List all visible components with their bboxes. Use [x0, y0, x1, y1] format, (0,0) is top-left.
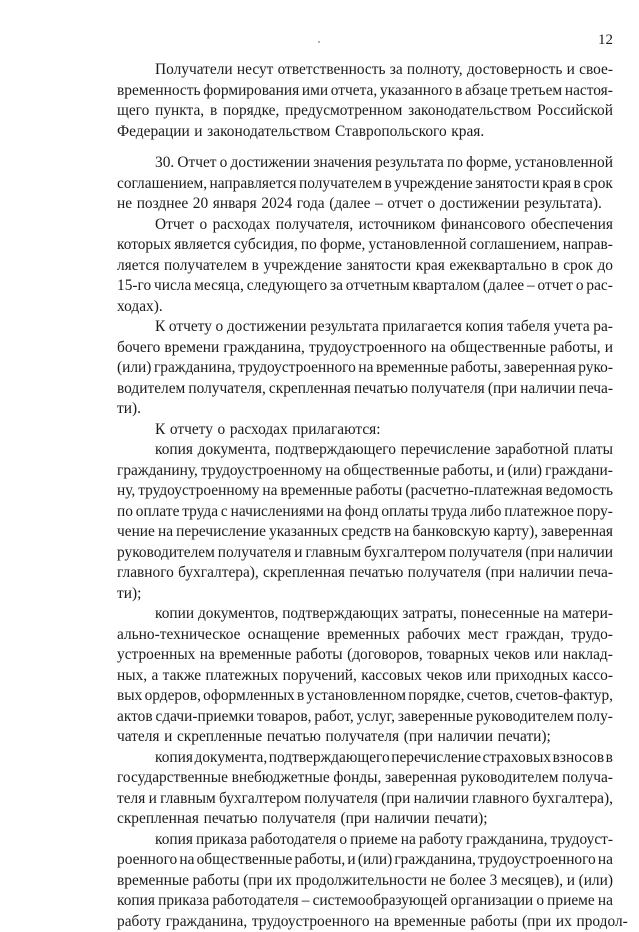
text-line: копия документа, подтверждающего перечисление заработной платы [117, 440, 613, 461]
text-line: копии документов, подтверждающих затраты, понесенные на матери- [117, 604, 613, 625]
text-line: роенного на общественные работы, и (или) гражданина, трудоустроенного на [117, 850, 613, 871]
text-line: Отчет о расходах получателя, источником финансового обеспечения [117, 215, 613, 236]
paragraph [117, 215, 613, 318]
text-line: ну, трудоустроенному на временные работы (расчетно-платежная ведомость [117, 481, 613, 502]
text-line: актов сдачи-приемки товаров, работ, услуг, заверенные руководителем полу- [117, 707, 613, 728]
text-line: водителем получателя, скрепленная печатью получателя (при наличии печа- [117, 379, 613, 400]
text-line: ально-техническое оснащение временных рабочих мест граждан, трудо- [117, 625, 613, 646]
document-body [117, 60, 613, 932]
text-line: государственные внебюджетные фонды, заверенная руководителем получа- [117, 768, 613, 789]
paragraph [117, 440, 613, 604]
text-line: гражданину, трудоустроенному на общественные работы, и (или) граждани- [117, 461, 613, 482]
paragraph [117, 317, 613, 420]
text-line: ных, а также платежных поручений, кассовых чеков или приходных кассо- [117, 666, 613, 687]
text-line: теля и главным бухгалтером получателя (при наличии главного бухгалтера), [117, 789, 613, 810]
text-line: К отчету о достижении результата прилагается копия табеля учета ра- [117, 317, 613, 338]
text-line: по оплате труда с начислениями на фонд оплаты труда либо платежное пору- [117, 502, 613, 523]
text-line: 30. Отчет о достижении значения результата по форме, установленной [117, 153, 613, 174]
text-line: не позднее 20 января 2024 года (далее – отчет о достижении результата). [117, 194, 613, 215]
text-line: Получатели несут ответственность за полноту, достоверность и свое- [117, 60, 613, 81]
text-line: устроенных на временные работы (договоров, товарных чеков или наклад- [117, 645, 613, 666]
paragraph [117, 420, 613, 441]
text-line: бочего времени гражданина, трудоустроенного на общественные работы, и [117, 338, 613, 359]
page-number: 12 [598, 32, 613, 49]
text-line: руководителем получателя и главным бухгалтером получателя (при наличии [117, 543, 613, 564]
text-line: Федерации и законодательством Ставропольского края. [117, 122, 613, 143]
text-line: которых является субсидия, по форме, установленной соглашением, направ- [117, 235, 613, 256]
text-line: временность формирования ими отчета, указанного в абзаце третьем настоя- [117, 81, 613, 102]
text-line: чателя и скрепленные печатью получателя (при наличии печати); [117, 727, 613, 748]
paragraph [117, 748, 613, 830]
scan-speck [318, 41, 320, 43]
text-line: копия приказа работодателя – системообразующей организации о приеме на [117, 891, 613, 912]
text-line: ходах). [117, 297, 613, 318]
text-line: работу гражданина, трудоустроенного на временные работы (при их продол- [117, 912, 613, 932]
text-line: 15-го числа месяца, следующего за отчетным кварталом (далее – отчет о рас- [117, 276, 613, 297]
text-line: главного бухгалтера), скрепленная печатью получателя (при наличии печа- [117, 563, 613, 584]
paragraph [117, 830, 613, 932]
paragraph [117, 60, 613, 142]
text-line: временные работы (при их продолжительности не более 3 месяцев), и (или) [117, 871, 613, 892]
text-line: щего пункта, в порядке, предусмотренном законодательством Российской [117, 101, 613, 122]
paragraph [117, 153, 613, 215]
text-line: (или) гражданина, трудоустроенного на временные работы, заверенная руко- [117, 358, 613, 379]
text-line: скрепленная печатью получателя (при наличии печати); [117, 809, 613, 830]
text-line: вых ордеров, оформленных в установленном порядке, счетов, счетов-фактур, [117, 686, 613, 707]
text-line: ти); [117, 584, 613, 605]
text-line: ляется получателем в учреждение занятости края ежеквартально в срок до [117, 256, 613, 277]
text-line: ти). [117, 399, 613, 420]
text-line: чение на перечисление указанных средств на банковскую карту), заверенная [117, 522, 613, 543]
paragraph-gap [117, 142, 613, 153]
text-line: соглашением, направляется получателем в учреждение занятости края в срок [117, 174, 613, 195]
text-line: копия приказа работодателя о приеме на работу гражданина, трудоуст- [117, 830, 613, 851]
paragraph [117, 604, 613, 748]
text-line: К отчету о расходах прилагаются: [117, 420, 613, 441]
text-line: копия документа, подтверждающего перечисление страховых взносов в [117, 748, 613, 769]
